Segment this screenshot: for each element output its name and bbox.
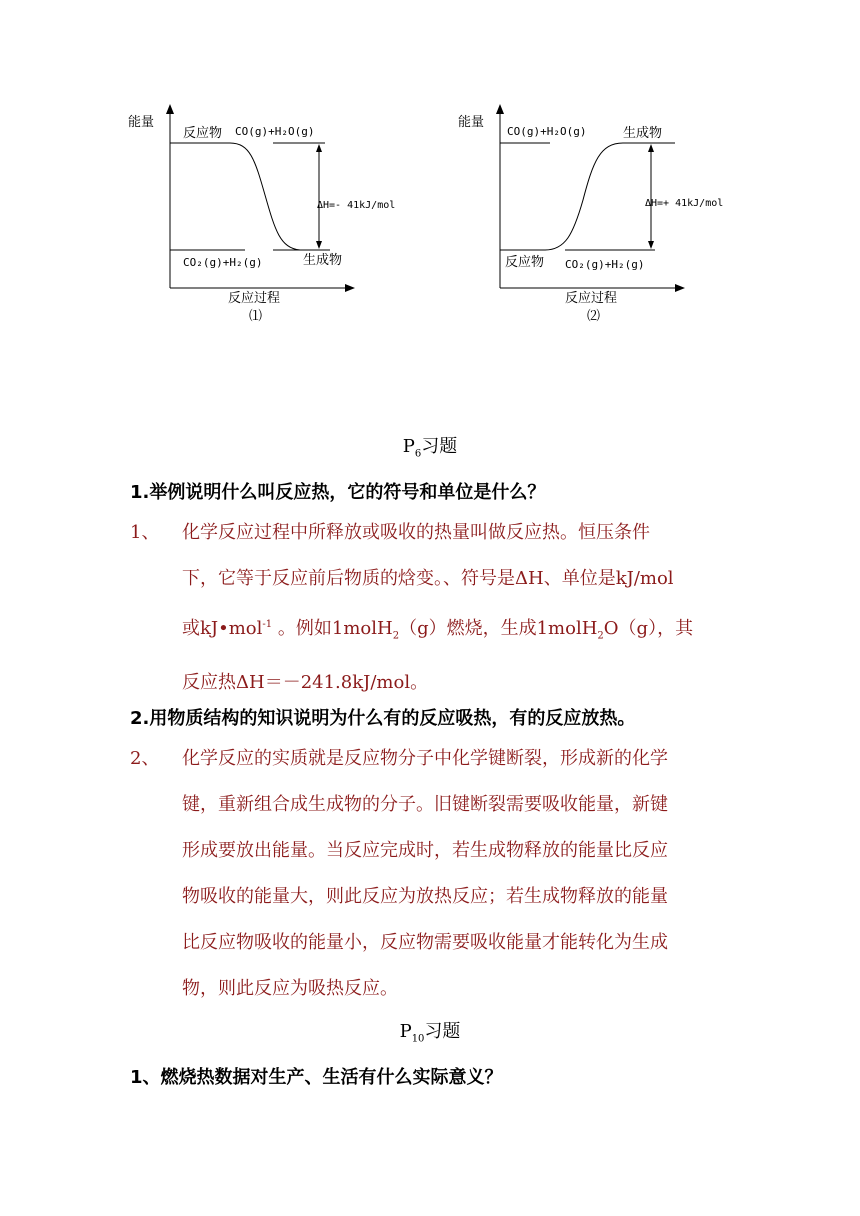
product-label: 生成物 bbox=[303, 253, 343, 268]
product-formula: CO₂(g)+H₂(g) bbox=[183, 256, 263, 269]
energy-diagram-endothermic bbox=[455, 100, 755, 330]
question-2: 2.用物质结构的知识说明为什么有的反应吸热，有的反应放热。 bbox=[130, 708, 636, 729]
y-axis-label: 能量 bbox=[128, 115, 155, 130]
question-1: 1.举例说明什么叫反应热，它的符号和单位是什么？ bbox=[130, 482, 546, 503]
answer-number: 1、 bbox=[130, 522, 160, 543]
section-heading-p10: $P_{10}$习题 bbox=[399, 1021, 461, 1045]
product-label: 生成物 bbox=[623, 126, 663, 141]
reactant-label: 反应物 bbox=[505, 255, 545, 270]
reactant-formula: CO(g)+H₂O(g) bbox=[235, 125, 315, 138]
x-axis-label: 反应过程 bbox=[565, 291, 618, 306]
section-heading-p6: $P_6$习题 bbox=[402, 436, 458, 460]
x-axis-label: 反应过程 bbox=[228, 291, 281, 306]
question-3: 1、燃烧热数据对生产、生活有什么实际意义？ bbox=[130, 1067, 503, 1088]
reactant-label: 反应物 bbox=[183, 126, 223, 141]
answer-1: 1、 化学反应过程中所释放或吸收的热量叫做反应热。恒压条件 下，它等于反应前后物质的焓变。、符号是ΔH、单位是kJ/mol 或kJ•mol$^{-1}$ 。例如1molH$_2$（g）燃烧，生成1molH$_2$O（g），其 反应热ΔH＝－241.8kJ/mol。 bbox=[130, 510, 730, 706]
delta-h-label: ΔH=+ 41kJ/mol bbox=[645, 198, 724, 209]
delta-h-label: ΔH=- 41kJ/mol bbox=[317, 200, 396, 211]
product-formula: CO₂(g)+H₂(g) bbox=[565, 258, 645, 271]
diagram-caption: ⑵ bbox=[587, 309, 601, 324]
answer-2: 2、 化学反应的实质就是反应物分子中化学键断裂，形成新的化学 键，重新组合成生成物的分子。旧键断裂需要吸收能量，新键 形成要放出能量。当反应完成时，若生成物释放的能量比反应 物吸收的能量大，则此反应为放热反应；若生成物释放的能量 比反应物吸收的能量小，反应物需要吸收能量才能转化为生成 物，则此反应为吸热反应。 bbox=[130, 736, 730, 1012]
energy-diagram-exothermic bbox=[125, 100, 425, 330]
y-axis-label: 能量 bbox=[458, 115, 485, 130]
answer-number: 2、 bbox=[130, 748, 160, 769]
reactant-formula: CO(g)+H₂O(g) bbox=[507, 125, 587, 138]
diagram-caption: ⑴ bbox=[249, 309, 263, 324]
